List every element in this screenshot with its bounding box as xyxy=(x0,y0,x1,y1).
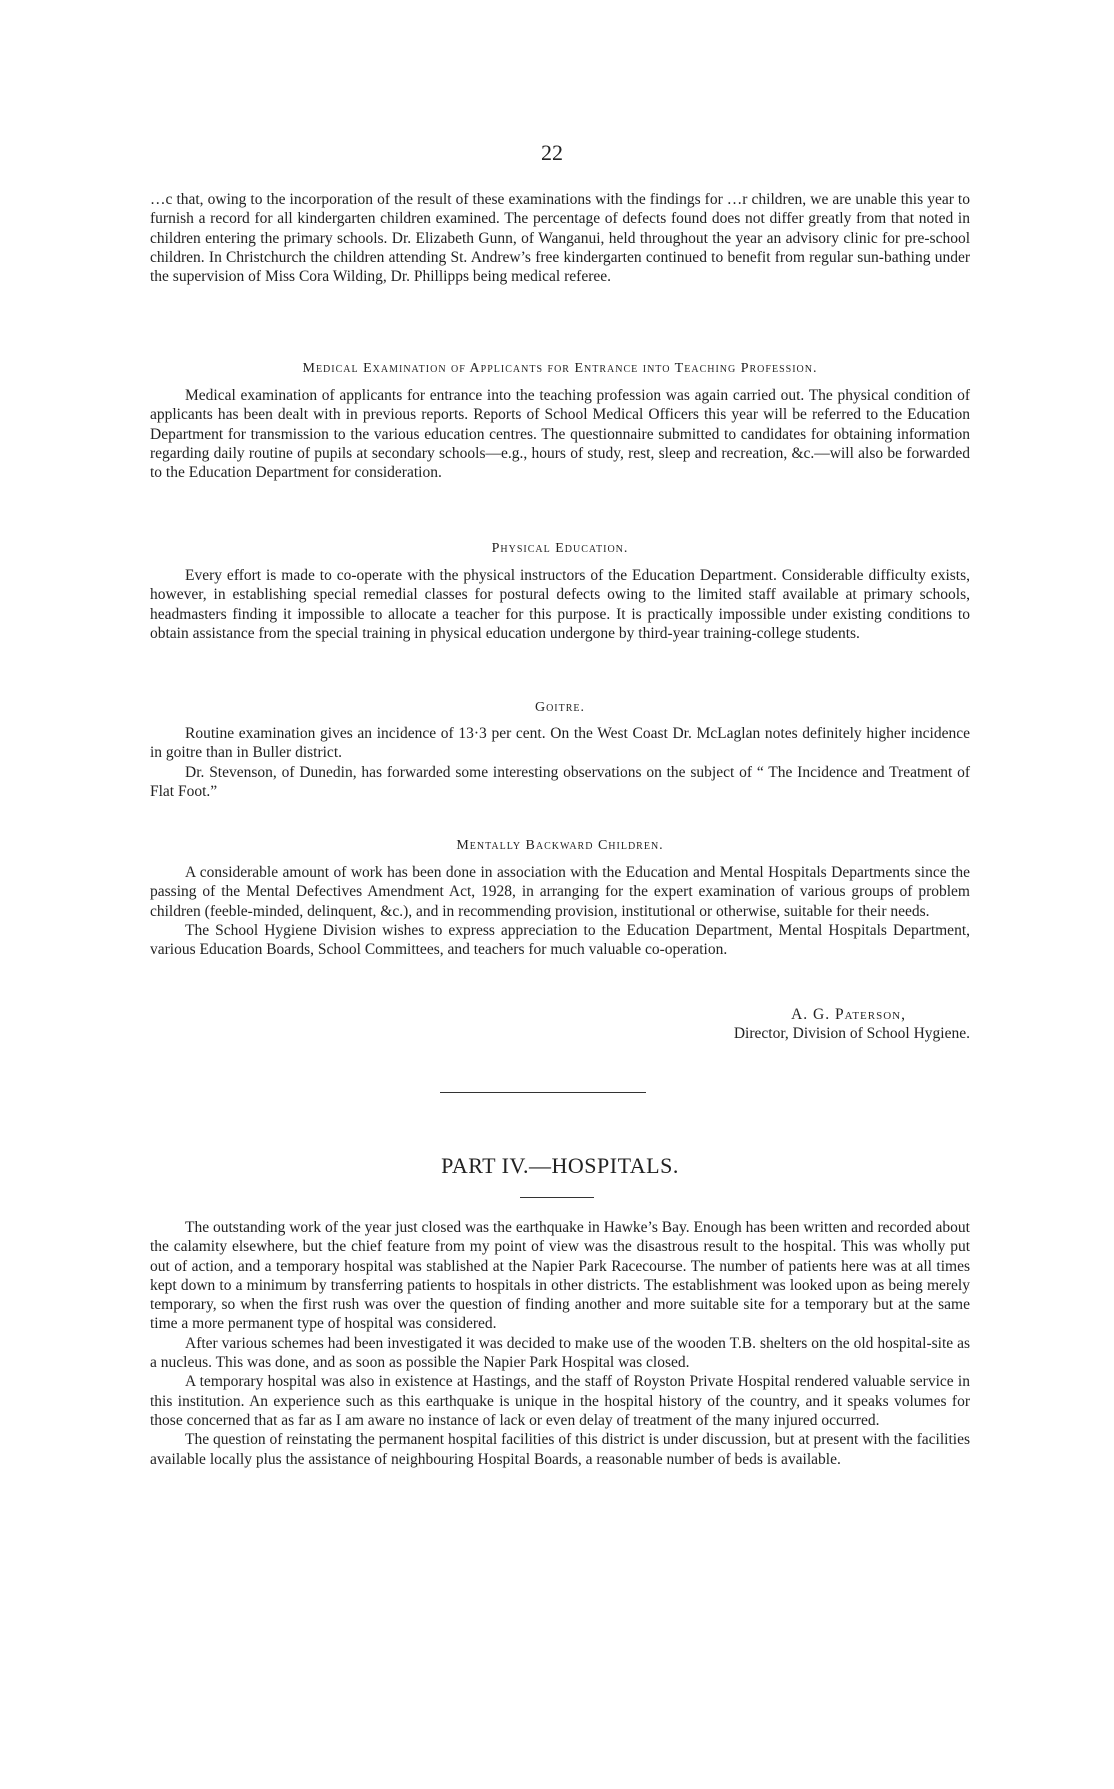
section-heading-physical-education: Physical Education. xyxy=(491,541,629,556)
title-underline xyxy=(520,1197,594,1198)
part-title: PART IV.—HOSPITALS. xyxy=(441,1153,679,1178)
signature-title: Director, Division of School Hygiene. xyxy=(733,1025,970,1043)
signature-block xyxy=(734,1005,970,1044)
section-mentally-backward xyxy=(150,863,970,959)
paragraph: Every effort is made to co-operate with the physical instructors of the Education Department. Considerable difficulty exists, however, in establishing special remedial classes for postural defects owing to the limited staff available at primary schools, headmasters finding it impossible to allocate a teacher for this purpose. It is practically impossible under existing conditions to obtain assistance from the special training in physical education undergone by third-year training-college students. xyxy=(150,567,970,642)
intro-block xyxy=(150,190,970,286)
paragraph: The question of reinstating the permanent hospital facilities of this district is under discussion, but at present with the facilities available locally plus the assistance of neighbouring Hospital Boards, a reasonable number of beds is available. xyxy=(150,1431,970,1468)
paragraph: Dr. Stevenson, of Dunedin, has forwarded some interesting observations on the subject of “ The Incidence and Treatment of Flat Foot.” xyxy=(150,763,970,800)
paragraph: The outstanding work of the year just closed was the earthquake in Hawke’s Bay. Enough has been written and recorded about the calamity elsewhere, but the chief feature from my point of view was the disastrous result to the hospital. This was wholly put out of action, and a temporary hospital was stablished at the Napier Park Racecourse. The number of patients here was at all times kept down to a minimum by transferring patients to hospitals in other districts. The establishment was looked upon as being merely temporary, so when the first rush was over the question of finding another and more suitable site for a temporary but at the same time a more permanent type of hospital was considered. xyxy=(150,1219,970,1333)
intro-paragraph: …c that, owing to the incorporation of the result of these examinations with the findings for …r children, we are unable this year to furnish a record for all kindergarten children examined. The percentage of defects found does not differ greatly from that noted in children entering the primary schools. Dr. Elizabeth Gunn, of Wanganui, held throughout the year an advisory clinic for pre-school children. In Christchurch the children attending St. Andrew’s free kindergarten continued to benefit from regular sun-bathing under the supervision of Miss Cora Wilding, Dr. Phillipps being medical referee. xyxy=(150,191,970,286)
section-goitre xyxy=(150,724,970,801)
paragraph: The School Hygiene Division wishes to express appreciation to the Education Department, Mental Hospitals Department, various Education Boards, School Committees, and teachers for much valuable co-operation. xyxy=(150,921,970,959)
section-teaching-profession xyxy=(150,386,970,482)
section-heading-goitre: Goitre. xyxy=(534,700,586,715)
section-heading-mentally-backward: Mentally Backward Children. xyxy=(456,838,664,853)
paragraph: After various schemes had been investigated it was decided to make use of the wooden T.B. shelters on the old hospital-site as a nucleus. This was done, and as soon as possible the Napier Park Hospital was closed. xyxy=(150,1334,970,1372)
paragraph: Medical examination of applicants for entrance into the teaching profession was again carried out. The physical condition of applicants has been dealt with in previous reports. Reports of School Medical Officers this year will be referred to the Education Department for transmission to the various education centres. The questionnaire submitted to candidates for obtaining information regarding daily routine of pupils at secondary schools—e.g., hours of study, rest, sleep and recreation, &c.—will also be forwarded to the Education Department for consideration. xyxy=(150,387,970,482)
signature-name: A. G. Paterson, xyxy=(791,1006,906,1023)
section-divider xyxy=(440,1092,646,1093)
section-physical-education xyxy=(150,566,970,643)
section-heading-teaching-profession: Medical Examination of Applicants for Entrance into Teaching Profession. xyxy=(302,361,818,376)
hospitals-section xyxy=(150,1218,970,1469)
paragraph: A temporary hospital was also in existence at Hastings, and the staff of Royston Private Hospital rendered valuable service in this institution. An experience such as this earthquake is unique in the hospital history of the country, and it speaks volumes for those concerned that as far as I am aware no instance of lack or even delay of treatment of the many injured occurred. xyxy=(150,1373,970,1429)
paragraph: A considerable amount of work has been done in association with the Education and Mental Hospitals Departments since the passing of the Mental Defectives Amendment Act, 1928, in arranging for the expert examination of various groups of problem children (feeble-minded, delinquent, &c.), and in recommending provision, institutional or otherwise, suitable for their needs. xyxy=(150,864,970,920)
paragraph: Routine examination gives an incidence of 13·3 per cent. On the West Coast Dr. McLaglan notes definitely higher incidence in goitre than in Buller district. xyxy=(150,725,970,762)
